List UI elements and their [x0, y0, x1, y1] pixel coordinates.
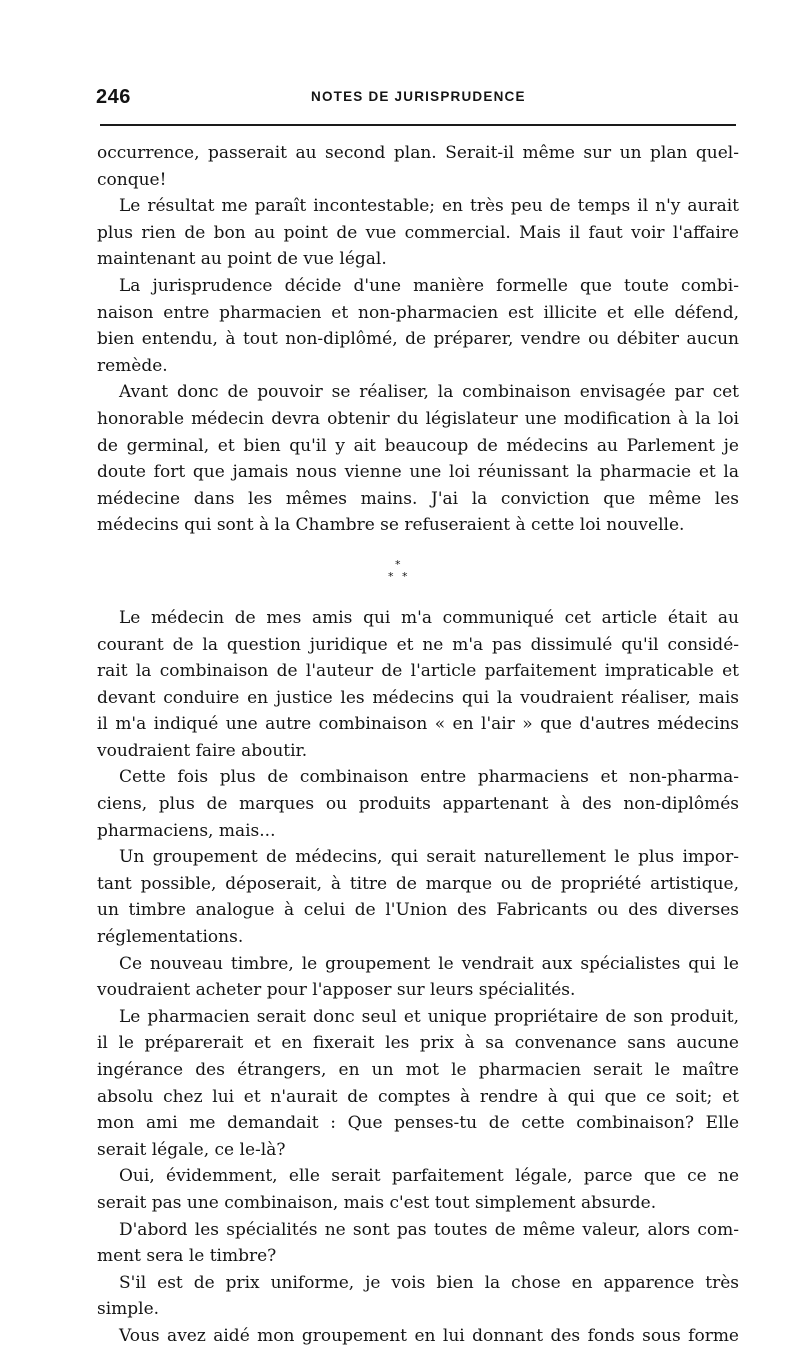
- paragraph: [97, 1004, 739, 1164]
- separator-star: *: [388, 569, 394, 583]
- paragraph: [97, 193, 739, 273]
- header-rule: [100, 124, 736, 126]
- running-title: NOTES DE JURISPRUDENCE: [311, 89, 526, 104]
- text-line: Avant donc de pouvoir se réaliser, la combinaison envisagée par cet: [119, 382, 739, 403]
- text-line: conque!: [97, 169, 167, 190]
- separator-star: *: [402, 569, 408, 583]
- text-line: remède.: [97, 355, 168, 376]
- text-line: ingérance des étrangers, en un mot le pharmacien serait le maître: [97, 1060, 739, 1080]
- text-line: maintenant au point de vue légal.: [97, 249, 387, 270]
- text-line: ciens, plus de marques ou produits appartenant à des non-diplômés: [97, 794, 739, 815]
- paragraph: [97, 273, 739, 379]
- text-line: voudraient faire aboutir.: [97, 740, 308, 761]
- text-line: serait pas une combinaison, mais c'est tout simplement absurde.: [97, 1192, 657, 1213]
- text-line: honorable médecin devra obtenir du législateur une modification à la loi: [97, 408, 739, 429]
- text-line: tant possible, déposerait, à titre de marque ou de propriété artistique,: [97, 873, 739, 894]
- text-line: doute fort que jamais nous vienne une loi réunissant la pharmacie et la: [97, 462, 739, 483]
- page-number: 246: [96, 86, 131, 108]
- text-line: un timbre analogue à celui de l'Union des Fabricants ou des diverses: [97, 900, 739, 921]
- text-line: Le résultat me paraît incontestable; en très peu de temps il n'y aurait: [119, 196, 739, 217]
- text-line: mon ami me demandait : Que penses-tu de cette combinaison? Elle: [97, 1113, 739, 1134]
- separator-star: *: [395, 557, 401, 571]
- paragraph: [97, 1270, 739, 1323]
- paragraph: [97, 140, 739, 193]
- text-line: il m'a indiqué une autre combinaison « en l'air » que d'autres médecins: [97, 714, 739, 735]
- text-line: simple.: [97, 1299, 160, 1320]
- text-line: naison entre pharmacien et non-pharmacien est illicite et elle défend,: [97, 302, 739, 323]
- text-line: S'il est de prix uniforme, je vois bien la chose en apparence très: [119, 1272, 739, 1293]
- text-line: de germinal, et bien qu'il y ait beaucoup de médecins au Parlement je: [97, 435, 739, 456]
- text-line: courant de la question juridique et ne m'a pas dissimulé qu'il considé-: [97, 634, 739, 655]
- text-line: bien entendu, à tout non-diplômé, de préparer, vendre ou débiter aucun: [97, 329, 739, 350]
- text-line: il le préparerait et en fixerait les prix à sa convenance sans aucune: [97, 1033, 739, 1054]
- text-line: Le pharmacien serait donc seul et unique propriétaire de son produit,: [119, 1006, 739, 1027]
- text-line: Un groupement de médecins, qui serait naturellement le plus impor-: [119, 847, 739, 868]
- text-line: plus rien de bon au point de vue commercial. Mais il faut voir l'affaire: [97, 222, 739, 243]
- paragraph: [97, 1163, 739, 1216]
- paragraph: [97, 951, 739, 1004]
- text-line: La jurisprudence décide d'une manière formelle que toute combi-: [119, 275, 739, 296]
- text-line: Ce nouveau timbre, le groupement le vendrait aux spécialistes qui le: [119, 953, 739, 974]
- body-text: [97, 140, 739, 1350]
- text-line: Vous avez aidé mon groupement en lui donnant des fonds sous forme: [119, 1325, 739, 1346]
- text-line: Le médecin de mes amis qui m'a communiqué cet article était au: [119, 607, 739, 628]
- section-separator: [97, 539, 739, 605]
- text-line: réglementations.: [97, 927, 244, 948]
- paragraph: [97, 1323, 739, 1350]
- paragraph: [97, 844, 739, 950]
- text-line: devant conduire en justice les médecins qui la voudraient réaliser, mais: [97, 687, 739, 708]
- text-line: serait légale, ce le-là?: [97, 1139, 286, 1160]
- running-head: [96, 86, 736, 112]
- paragraph: [97, 379, 739, 539]
- text-line: médecine dans les mêmes mains. J'ai la conviction que même les: [97, 488, 739, 509]
- text-line: occurrence, passerait au second plan. Serait-il même sur un plan quel-: [97, 143, 739, 163]
- paragraph: [97, 1217, 739, 1270]
- text-line: absolu chez lui et n'aurait de comptes à rendre à qui que ce soit; et: [97, 1086, 739, 1107]
- text-line: voudraient acheter pour l'apposer sur leurs spécialités.: [97, 980, 576, 1001]
- text-line: rait la combinaison de l'auteur de l'article parfaitement impraticable et: [97, 661, 739, 682]
- text-line: Cette fois plus de combinaison entre pharmaciens et non-pharma-: [119, 767, 739, 788]
- text-line: pharmaciens, mais...: [97, 820, 276, 841]
- text-line: médecins qui sont à la Chambre se refuseraient à cette loi nouvelle.: [97, 515, 685, 536]
- paragraph: [97, 605, 739, 765]
- text-line: D'abord les spécialités ne sont pas toutes de même valeur, alors com-: [119, 1219, 739, 1240]
- paragraph: [97, 764, 739, 844]
- text-line: ment sera le timbre?: [97, 1246, 277, 1267]
- text-line: Oui, évidemment, elle serait parfaitement légale, parce que ce ne: [119, 1166, 739, 1187]
